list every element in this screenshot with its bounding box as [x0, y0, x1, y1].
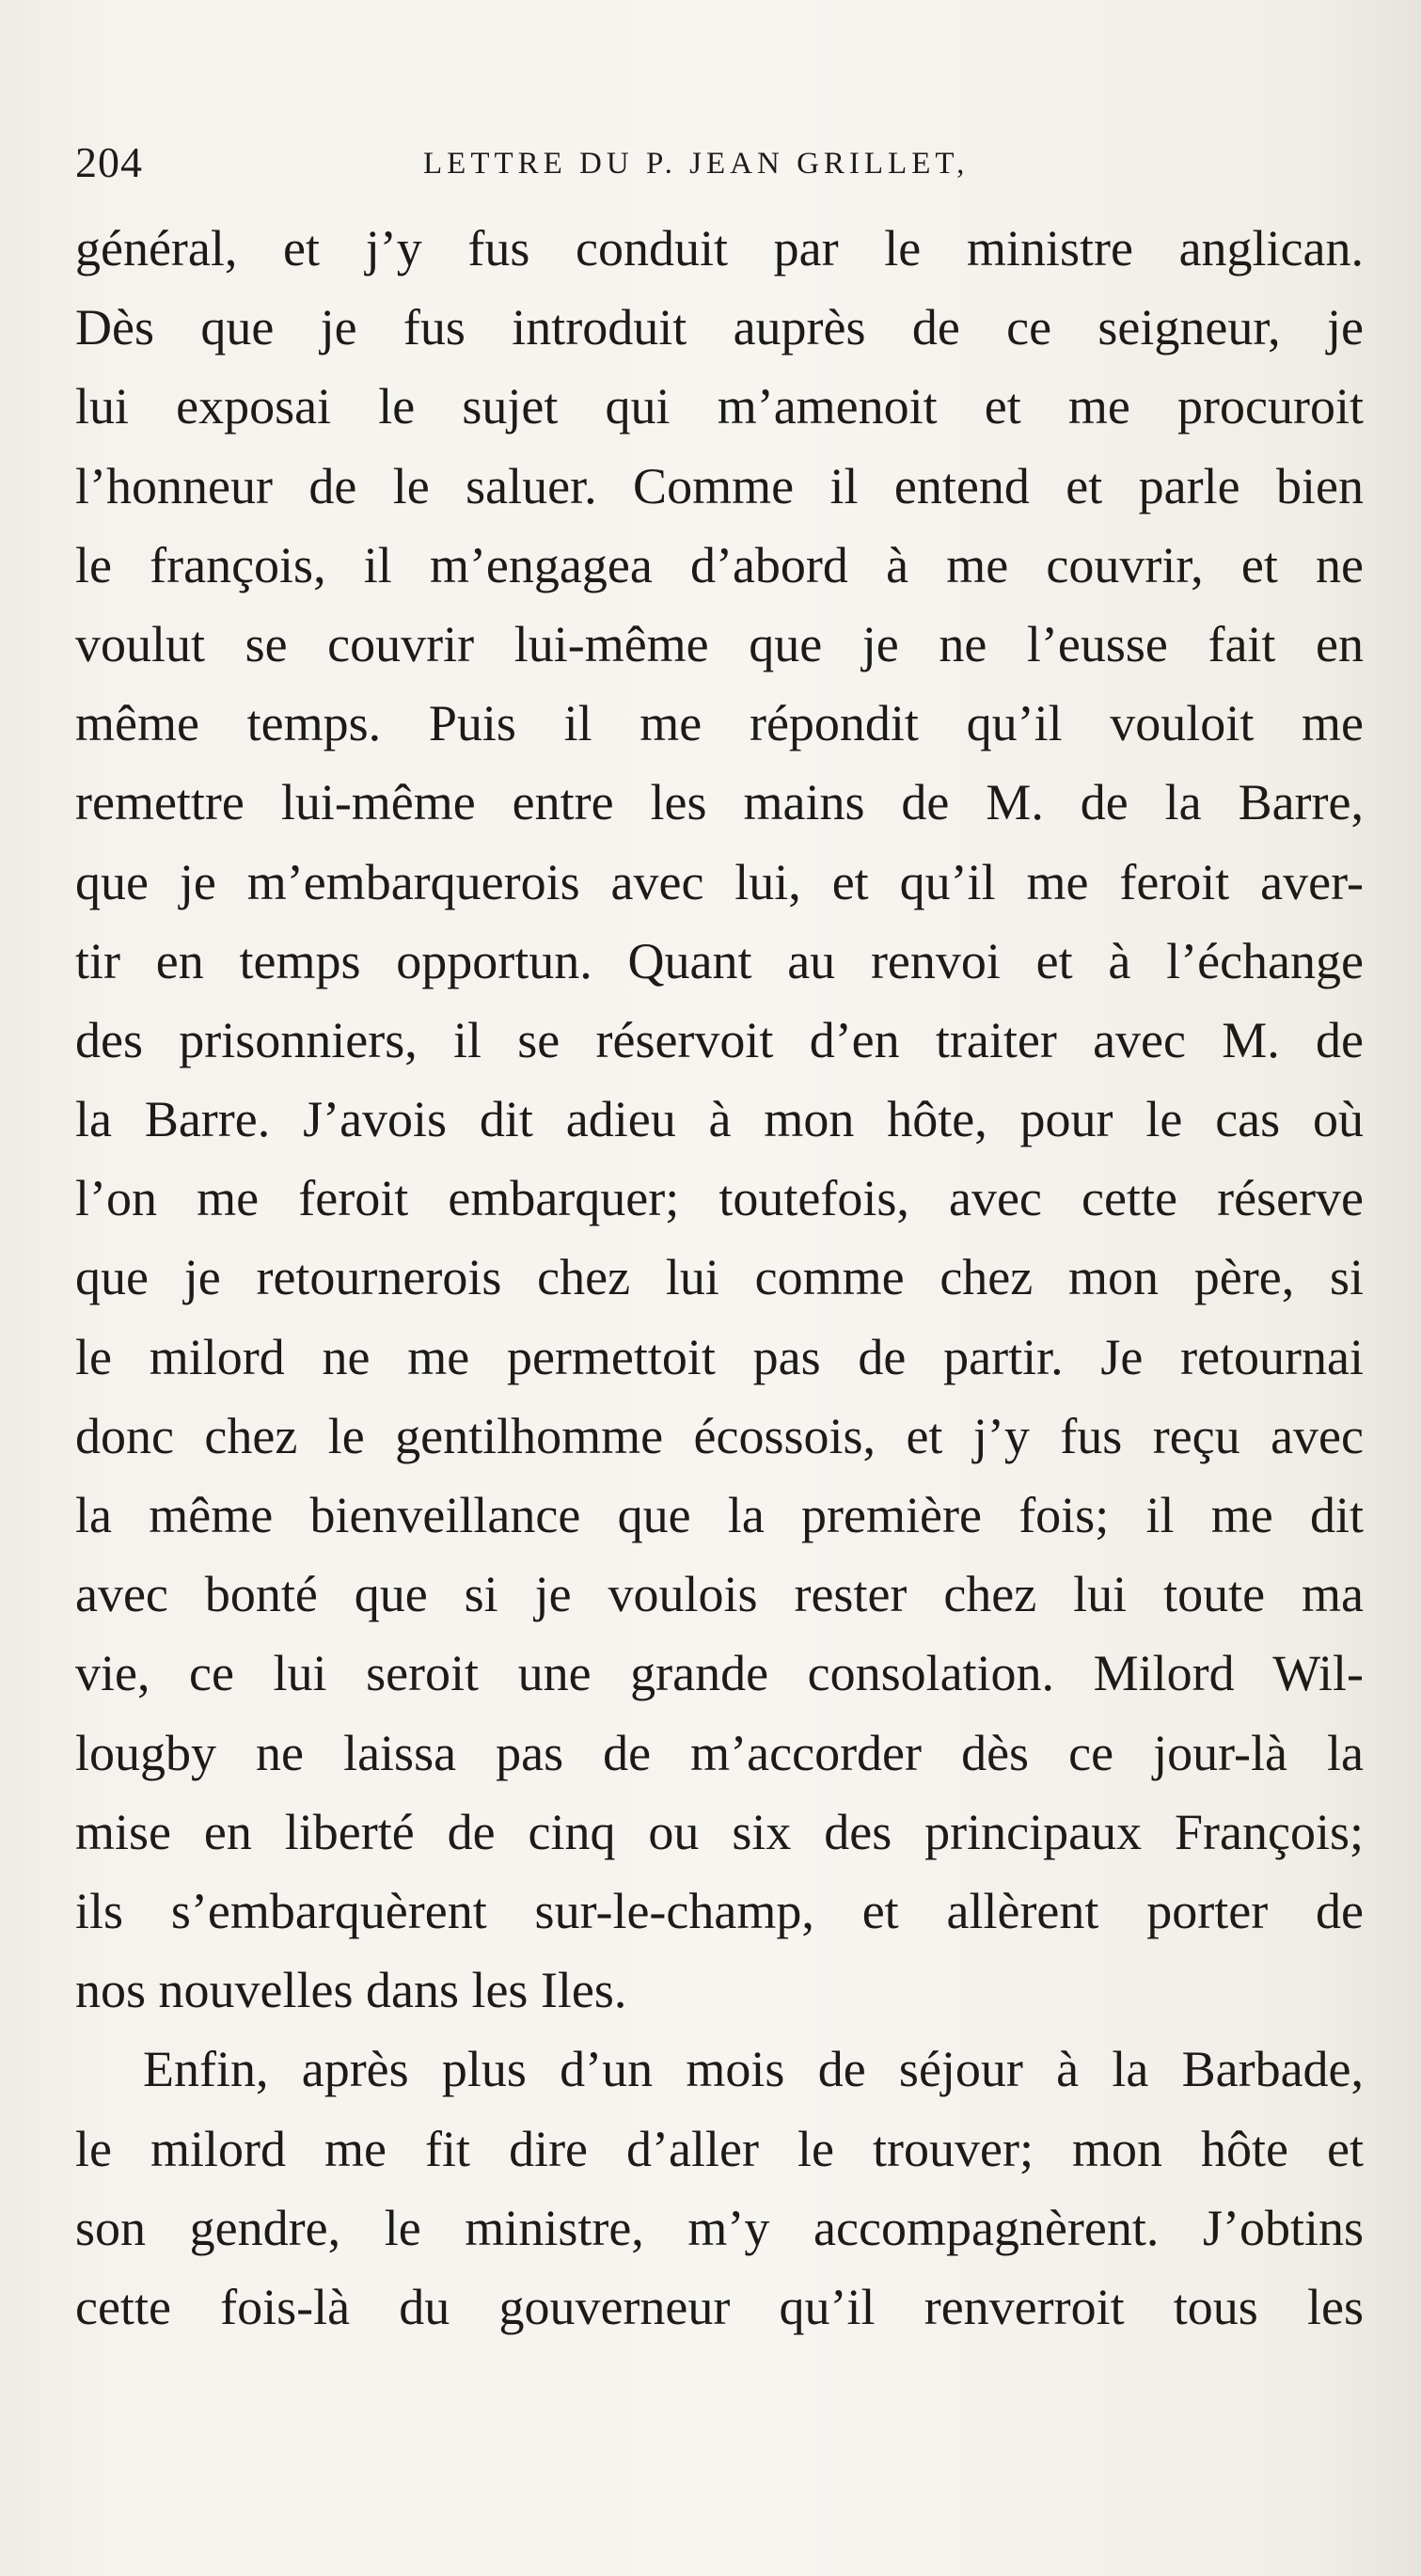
text-line: l’honneur de le saluer. Comme il entend et parle bien [75, 457, 1364, 514]
text-line: lui exposai le sujet qui m’amenoit et me procuroit [75, 378, 1364, 435]
text-line: tir en temps opportun. Quant au renvoi et à l’échange [75, 932, 1364, 989]
text-line: général, et j’y fus conduit par le ministre anglican. [75, 220, 1364, 277]
text-line: voulut se couvrir lui-même que je ne l’eusse fait en [75, 615, 1364, 672]
text-line: le milord me fit dire d’aller le trouver; mon hôte et [75, 2120, 1364, 2177]
text-line: même temps. Puis il me répondit qu’il vouloit me [75, 695, 1364, 752]
text-line: la Barre. J’avois dit adieu à mon hôte, pour le cas où [75, 1091, 1364, 1148]
text-line: mise en liberté de cinq ou six des principaux François; [75, 1803, 1364, 1860]
text-line: la même bienveillance que la première fois; il me dit [75, 1487, 1364, 1543]
text-line: que je retournerois chez lui comme chez mon père, si [75, 1249, 1364, 1306]
text-line: lougby ne laissa pas de m’accorder dès ce jour-là la [75, 1724, 1364, 1781]
text-line: le milord ne me permettoit pas de partir. Je retournai [75, 1328, 1364, 1385]
paragraph-end-line: nos nouvelles dans les Iles. [75, 1962, 627, 2019]
running-title: LETTRE DU P. JEAN GRILLET, [423, 147, 970, 181]
text-line: vie, ce lui seroit une grande consolation. Milord Wil- [75, 1645, 1364, 1702]
text-line: des prisonniers, il se réservoit d’en traiter avec M. de [75, 1011, 1364, 1068]
text-line: cette fois-là du gouverneur qu’il renverroit tous les [75, 2278, 1364, 2335]
text-line: avec bonté que si je voulois rester chez lui toute ma [75, 1566, 1364, 1623]
text-line: son gendre, le ministre, m’y accompagnèrent. J’obtins [75, 2199, 1364, 2256]
page-number: 204 [75, 138, 143, 186]
paragraph-start-line: Enfin, après plus d’un mois de séjour à la Barbade, [143, 2041, 1364, 2098]
text-line: que je m’embarquerois avec lui, et qu’il me feroit aver- [75, 853, 1364, 910]
text-line: ils s’embarquèrent sur-le-champ, et allèrent porter de [75, 1882, 1364, 1939]
text-line: le françois, il m’engagea d’abord à me couvrir, et ne [75, 536, 1364, 593]
text-line: Dès que je fus introduit auprès de ce seigneur, je [75, 299, 1364, 356]
text-line: remettre lui-même entre les mains de M. de la Barre, [75, 774, 1364, 831]
text-line: donc chez le gentilhomme écossois, et j’y fus reçu avec [75, 1407, 1364, 1464]
page-header [75, 139, 1364, 186]
text-line: l’on me feroit embarquer; toutefois, avec cette réserve [75, 1170, 1364, 1227]
body-text [75, 209, 1364, 2347]
